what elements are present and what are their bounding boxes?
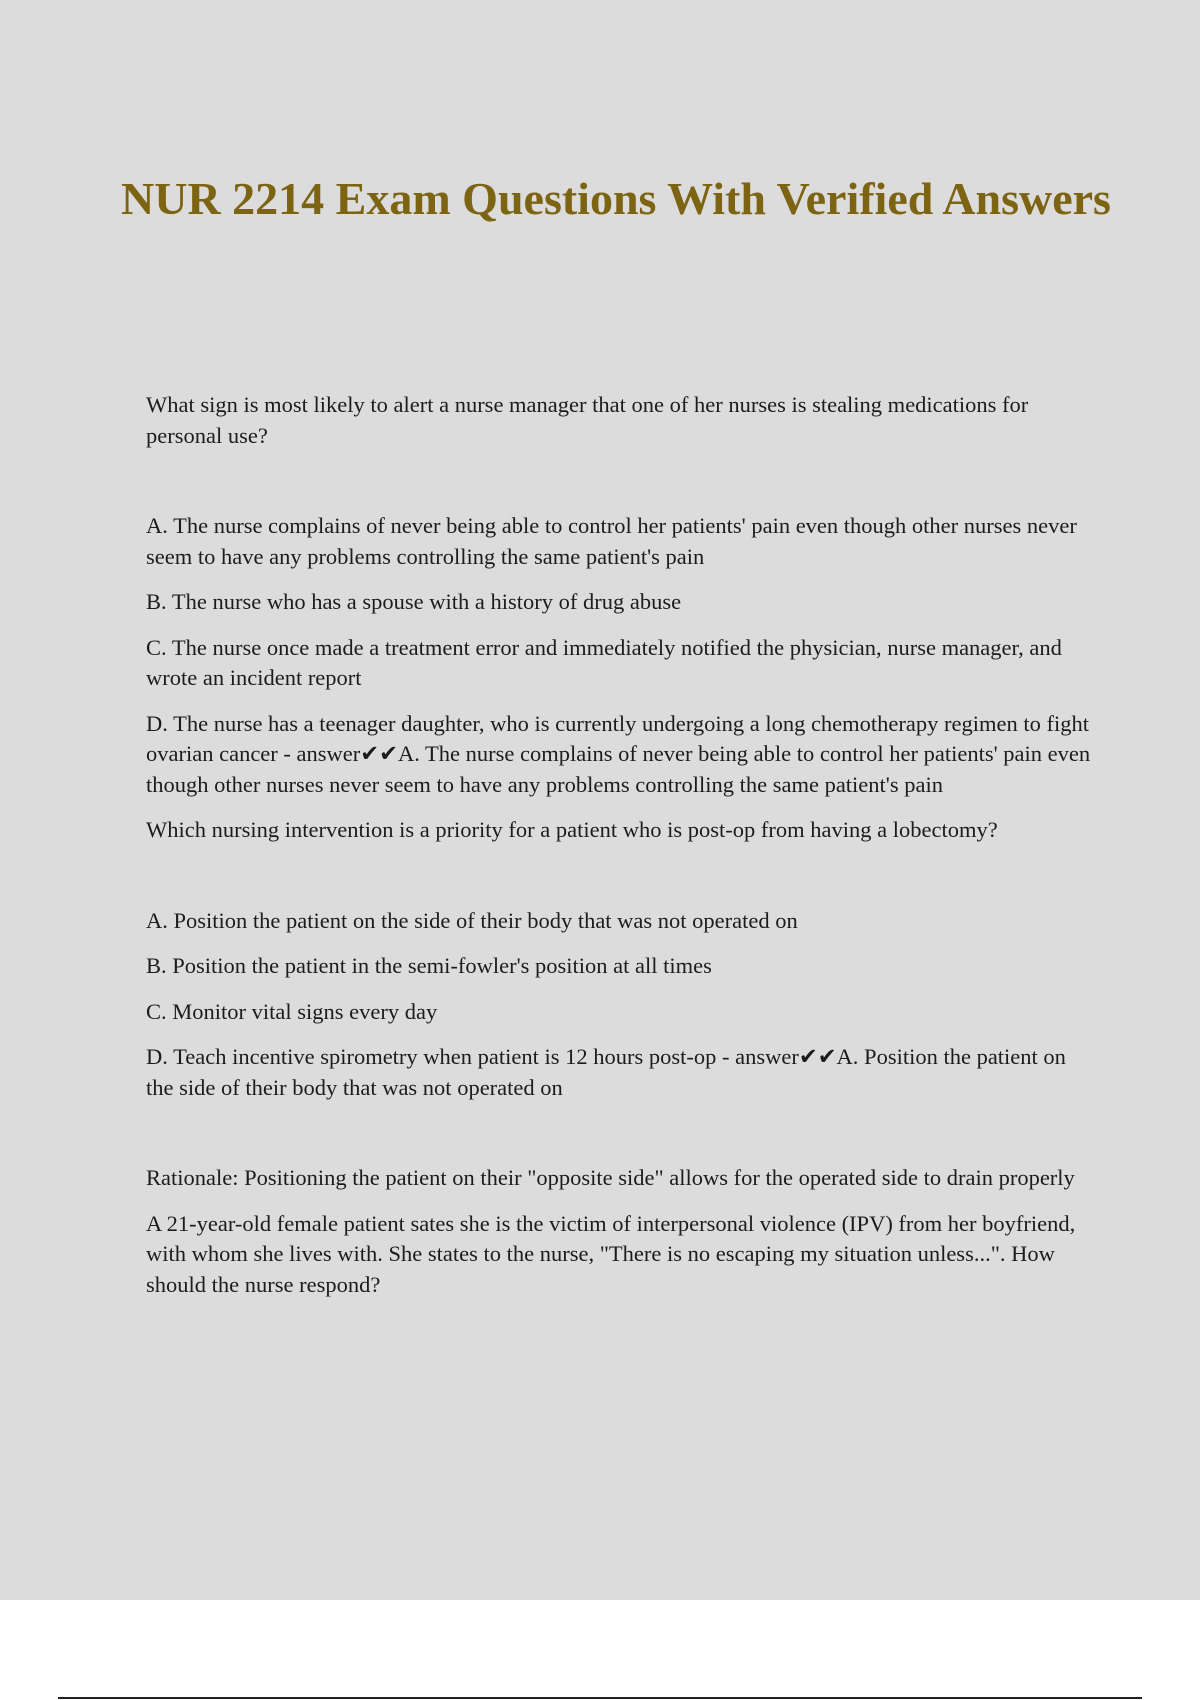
document-title: NUR 2214 Exam Questions With Verified Answers: [121, 173, 1111, 224]
document-body: [146, 390, 1092, 1300]
question-3: A 21-year-old female patient sates she is the victim of interpersonal violence (IPV) from her boyfriend, with whom she lives with. She states to the nurse, "There is no escaping my situation unless...". How should the nurse respond?: [146, 1210, 1076, 1297]
question-2-option-a: A. Position the patient on the side of their body that was not operated on: [146, 907, 798, 933]
question-2: Which nursing intervention is a priority for a patient who is post-op from having a lobectomy?: [146, 817, 998, 842]
question-2-option-c: C. Monitor vital signs every day: [146, 998, 438, 1024]
footer-divider: [58, 1697, 1142, 1699]
question-2-option-b: B. Position the patient in the semi-fowler's position at all times: [146, 953, 712, 978]
question-2-rationale: Rationale: Positioning the patient on their "opposite side" allows for the operated side to drain properly: [146, 1165, 1075, 1190]
question-2-option-d-answer: D. Teach incentive spirometry when patient is 12 hours post-op - answer✔✔A. Position the patient on the side of their body that was not operated on: [146, 1044, 1066, 1100]
question-1-option-c: C. The nurse once made a treatment error and immediately notified the physician, nurse manager, and wrote an incident report: [146, 634, 1062, 690]
question-1-option-d-answer: D. The nurse has a teenager daughter, who is currently undergoing a long chemotherapy regimen to fight ovarian cancer - answer✔✔A. The nurse complains of never being able to control her patients' pain even though other nurses never seem to have any problems controlling the same patient's pain: [146, 710, 1091, 797]
question-1-option-a: A. The nurse complains of never being able to control her patients' pain even though other nurses never seem to have any problems controlling the same patient's pain: [146, 513, 1077, 569]
question-1-option-b: B. The nurse who has a spouse with a history of drug abuse: [146, 589, 682, 614]
question-1: What sign is most likely to alert a nurse manager that one of her nurses is stealing medications for personal use?: [146, 392, 1029, 448]
